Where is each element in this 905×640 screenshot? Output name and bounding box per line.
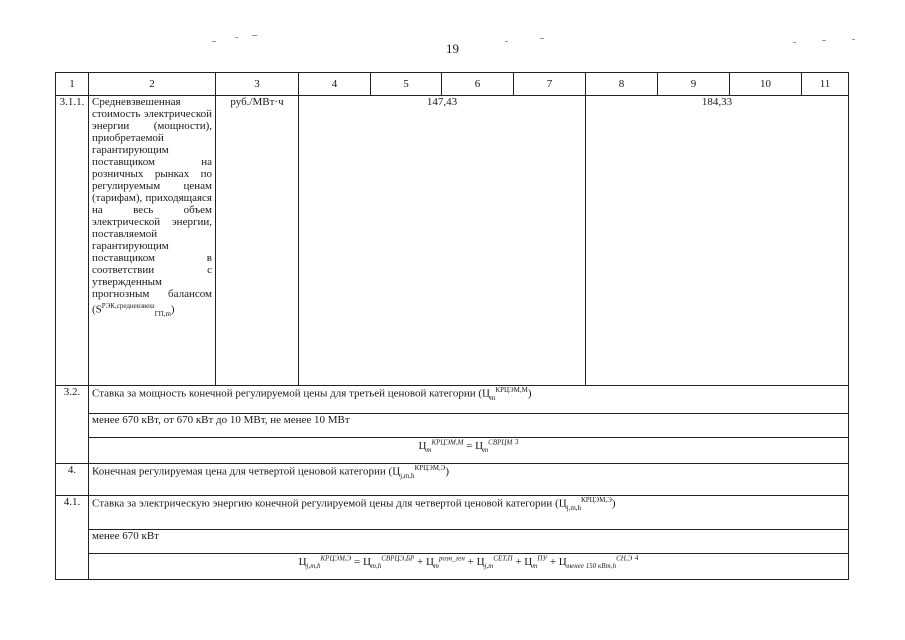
row-number: 3.1.1. <box>56 96 89 386</box>
scan-speck <box>252 35 257 36</box>
formula-sub: j,m <box>484 561 494 570</box>
formula-sup: СЕТ,П <box>493 554 513 562</box>
row-subtitle: менее 670 кВт, от 670 кВт до 10 МВт, не менее 10 МВт <box>89 414 849 438</box>
symbol-sup: КРЦЭМ,М <box>495 386 528 394</box>
header-cell: 2 <box>89 73 216 96</box>
row-number: 4. <box>56 464 89 496</box>
table-row <box>56 414 849 438</box>
unit-cell: руб./МВт·ч <box>216 96 299 386</box>
formula-sup: КРЦЭМ,Э <box>320 554 352 562</box>
header-cell: 11 <box>802 73 849 96</box>
header-cell: 10 <box>730 73 802 96</box>
formula-sup: СВРЦЭ,БР <box>381 554 415 562</box>
symbol-sub: j,m,h <box>400 471 415 480</box>
row-number: 3.2. <box>56 386 89 464</box>
table-row <box>56 438 849 464</box>
header-cell: 1 <box>56 73 89 96</box>
symbol: S <box>95 303 102 316</box>
scan-speck <box>540 38 544 39</box>
title-tail: ) <box>445 465 450 478</box>
symbol-sub: ГП,m <box>154 309 171 318</box>
formula-sup: розн_ген <box>438 554 465 562</box>
formula-sup: ПУ <box>537 554 548 562</box>
tariff-table <box>55 72 849 580</box>
formula-sub: m <box>426 445 432 454</box>
table-row <box>56 554 849 580</box>
header-cell: 9 <box>658 73 730 96</box>
title-text: Ставка за мощность конечной регулируемой цены для третьей ценовой категории (Ц <box>92 387 490 400</box>
table-row <box>56 96 849 386</box>
symbol-sup: КРЦЭМ,Э <box>581 496 612 504</box>
table-row <box>56 464 849 496</box>
title-text: Конечная регулируемая цена для четвертой ценовой категории (Ц <box>92 465 401 478</box>
title-tail: ) <box>611 497 616 510</box>
formula-sub: m <box>433 561 439 570</box>
table-row <box>56 386 849 414</box>
header-cell: 7 <box>514 73 586 96</box>
title-text: Ставка за электрическую энергию конечной регулируемой цены для четвертой ценовой категории (Ц <box>92 497 567 510</box>
formula: $Ц_{j,m,h}^{КРЦЭМ,Э} = Ц_{m,h}^{СВРЦЭ,БР} + Ц_m^{розн\_ген} + Ц_{j,m}^{СЕТ,П} + Ц_m^{ПУ} + Ц_{менее 150 кВт,h}^{СН,Э}$ <box>298 554 633 570</box>
formula-sub: m,h <box>370 561 382 570</box>
header-row <box>56 73 849 96</box>
formula-sup: СВРЦМ <box>488 438 513 446</box>
formula-sub: m <box>532 561 538 570</box>
scan-speck <box>235 37 238 38</box>
row-title <box>89 496 849 530</box>
header-cell: 8 <box>586 73 658 96</box>
symbol-sup: РЭК,средневзвеш <box>101 302 155 310</box>
header-cell: 6 <box>442 73 514 96</box>
header-cell: 5 <box>371 73 442 96</box>
footnote-mark: 4 <box>634 554 639 562</box>
symbol-sub: j,m,h <box>566 503 582 512</box>
value-cell-cols-8-11: 184,33 <box>586 96 849 386</box>
symbol-sub: m <box>489 393 496 402</box>
formula-sub: m <box>483 445 489 454</box>
page-number: 19 <box>446 41 459 56</box>
description-text: Средневзвешенная стоимость электрической энергии (мощности), приобретаемой гарантирующим поставщиком на розничных рынках по регулируемым ценам (тарифам), приходящаяся на весь объем электрической энергии, поставляемой гарантирующим поставщиком в соответствии с утвержденным прогнозным балансом <box>92 96 212 300</box>
header-cell: 3 <box>216 73 299 96</box>
value-cell-cols-4-7: 147,43 <box>299 96 586 386</box>
row-title <box>89 464 849 496</box>
table-row <box>56 530 849 554</box>
formula-cell <box>89 438 849 464</box>
symbol-sup: КРЦЭМ,Э <box>414 464 446 472</box>
formula: $Ц_m^{КРЦЭМ,М} = Ц_m^{СВРЦМ}$ <box>418 438 513 454</box>
row-number: 4.1. <box>56 496 89 580</box>
row-subtitle: менее 670 кВт <box>89 530 849 554</box>
formula-sup: КРЦЭМ,М <box>431 438 464 446</box>
title-tail: ) <box>527 387 532 400</box>
formula-sub: j,m,h <box>306 561 321 570</box>
formula-sub: менее 150 кВт,h <box>566 561 617 570</box>
formula-cell <box>89 554 849 580</box>
formula-sup: СН,Э <box>616 554 633 562</box>
header-cell: 4 <box>299 73 371 96</box>
footnote-mark: 3 <box>515 438 519 446</box>
table-row <box>56 496 849 530</box>
row-title <box>89 386 849 414</box>
scan-speck <box>852 39 855 40</box>
row-description: Средневзвешенная стоимость электрической энергии (мощности), приобретаемой гарантирующим поставщиком на розничных рынках по регулируемым ценам (тарифам), приходящаяся на весь объем электрической энергии, поставляемой гарантирующим поставщиком в соответствии с утвержденным прогнозным балансом $(S^{РЭК,средневзвеш}_{ГП,m})$ <box>89 96 216 386</box>
